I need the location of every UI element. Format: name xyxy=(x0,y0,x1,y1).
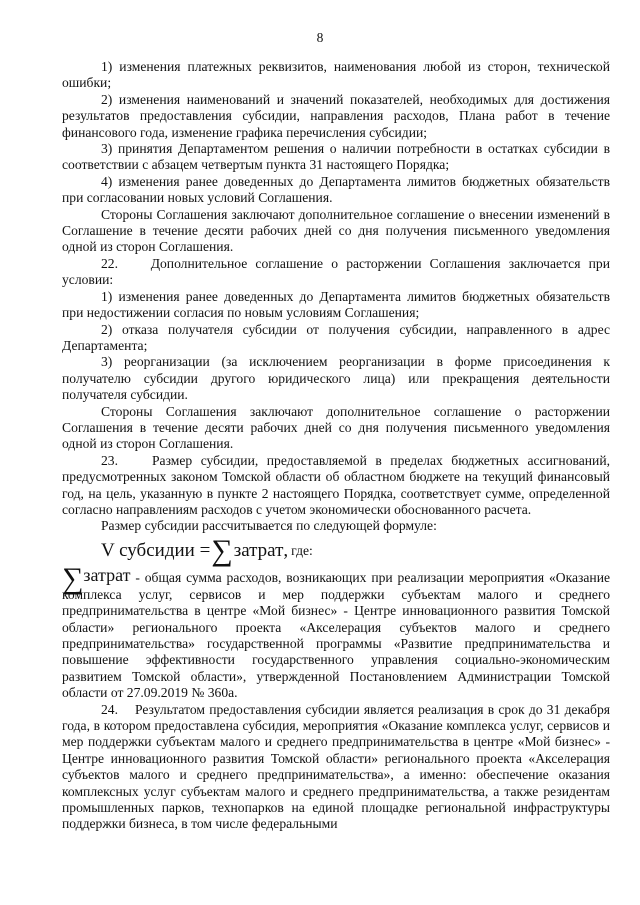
sigma-definition xyxy=(62,561,610,702)
clause-23: 23. Размер субсидии, предоставляемой в пределах бюджетных ассигнований, предусмотренных законом Томской области об областном бюджете на текущий финансовый год, на цель, указанную в пункте 2 настоящего Порядка, соответствует сумме, определенной согласно направлениям расходов с учетом экономически обоснованного расчета. xyxy=(62,452,610,517)
paragraph: 3) реорганизации (за исключением реорганизации в форме присоединения к получателю субсидии другого юридического лица) или прекращения деятельности получателя субсидии. xyxy=(62,354,610,403)
paragraph: Стороны Соглашения заключают дополнительное соглашение о внесении изменений в Соглашение в течение десяти рабочих дней со дня получения письменного уведомления одной из сторон Соглашения. xyxy=(62,206,610,255)
paragraph: 1) изменения ранее доведенных до Департамента лимитов бюджетных обязательств при недостижении согласия по новым условиям Соглашения; xyxy=(62,288,610,321)
sigma-term: затрат xyxy=(83,564,131,585)
formula-where: где: xyxy=(291,542,313,558)
paragraph: 2) изменения наименований и значений показателей, необходимых для достижения результатов предоставления субсидии, направления расходов, Плана работ в течение финансового года, изменение графика перечисления субсидии; xyxy=(62,91,610,140)
paragraph: 2) отказа получателя субсидии от получения субсидии, направленного в адрес Департамента; xyxy=(62,321,610,353)
clause-22: 22. Дополнительное соглашение о расторжении Соглашения заключается при условии: xyxy=(62,255,610,288)
formula-term: затрат xyxy=(233,539,284,561)
paragraph: 3) принятия Департаментом решения о наличии потребности в остатках субсидии в соответствии с абзацем четвертым пункта 31 настоящего Порядка; xyxy=(62,141,610,173)
page-number: 8 xyxy=(316,30,324,45)
subsidy-formula xyxy=(101,533,610,567)
paragraph: Размер субсидии рассчитывается по следующей формуле: xyxy=(101,518,437,534)
formula-lhs: V субсидии = xyxy=(101,539,211,561)
sigma-definition-text: - общая сумма расходов, возникающих при реализации мероприятия «Оказание комплекса услуг, сервисов и мер поддержки субъектам малого и среднего предпринимательства в центре «Мой бизнес» - Центре инновационного развития Томской области» регионального проекта «Акселерация субъектов малого и среднего предпринимательства» государственной программы «Развитие предпринимательства и повышение эффективности государственного управления социально-экономическим развитием Томской области», утвержденной Постановлением Администрации Томской области от 27.09.2019 № 360а. xyxy=(62,569,610,701)
formula-suffix: , xyxy=(283,539,289,561)
clause-24: 24. Результатом предоставления субсидии является реализация в срок до 31 декабря года, в котором предоставлена субсидия, мероприятия «Оказание комплекса услуг, сервисов и мер поддержки субъектам малого и среднего предпринимательства в центре «Мой бизнес» - Центре инновационного развития Томской области» регионального проекта «Акселерация субъектов малого и среднего предпринимательства», а именно: обеспечение оказания комплексных услуг субъектам малого и среднего предпринимательства, а также резидентам промышленных парков, технопарков на единой площадке региональной инфраструктуры поддержки бизнеса, в том числе федеральными xyxy=(62,701,610,832)
paragraph: Стороны Соглашения заключают дополнительное соглашение о расторжении Соглашения в течение десяти рабочих дней со дня получения письменного уведомления одной из сторон Соглашения. xyxy=(62,403,610,452)
sigma-symbol: ∑ xyxy=(211,533,233,567)
paragraph: 4) изменения ранее доведенных до Департамента лимитов бюджетных обязательств при согласовании новых условий Соглашения. xyxy=(62,173,610,206)
document-body xyxy=(62,59,610,833)
sigma-symbol: ∑ xyxy=(62,561,84,595)
paragraph: 1) изменения платежных реквизитов, наименования любой из сторон, технической ошибки; xyxy=(62,59,610,91)
